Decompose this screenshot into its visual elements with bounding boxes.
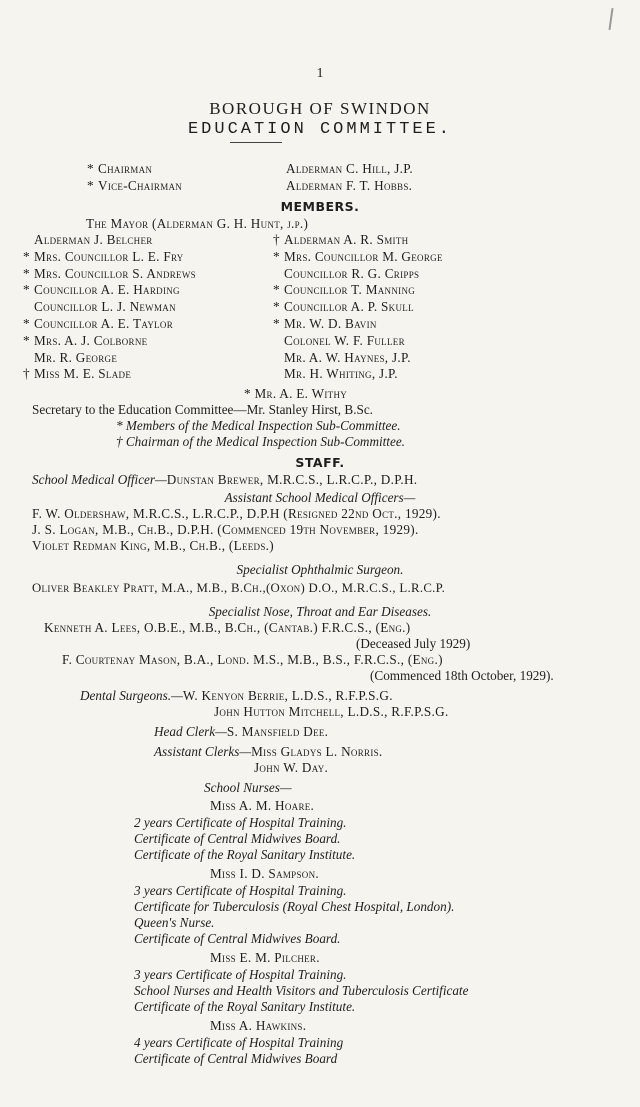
member-row — [273, 333, 405, 349]
ent-1-note: (Deceased July 1929) — [356, 636, 471, 651]
member-name: Councillor T. Manning — [284, 282, 416, 298]
member-name: Mrs. Councillor L. E. Fry — [34, 248, 184, 264]
corner-pencil-mark — [608, 8, 613, 30]
nurse-1-line: Certificate of Central Midwives Board. — [134, 831, 341, 846]
member-name: Councillor A. E. Taylor — [34, 316, 174, 331]
member-row — [23, 282, 180, 298]
member-row — [273, 232, 408, 248]
member-mark: * — [23, 316, 30, 331]
chairman-role: * Chairman — [87, 161, 153, 176]
ophth-name: Oliver Beakley Pratt, M.A., M.B., B.Ch.,(Oxon) D.O., M.R.C.S., L.R.C.P. — [32, 581, 446, 595]
member-row — [23, 350, 117, 366]
header-borough: BOROUGH OF SWINDON — [209, 99, 431, 118]
dental-2: John Hutton Mitchell, L.D.S., R.F.P.S.G. — [214, 704, 449, 719]
nurse-3-line: Certificate of the Royal Sanitary Institute. — [134, 999, 356, 1014]
member-mark: * — [23, 332, 30, 348]
smo-line — [32, 472, 417, 488]
member-name: Councillor A. E. Harding — [34, 282, 180, 298]
member-mark: * — [273, 248, 280, 264]
member-name: Mrs. A. J. Colborne — [34, 332, 148, 348]
member-name: Alderman A. R. Smith — [284, 232, 409, 247]
member-row — [23, 333, 147, 349]
head-clerk-title: Head Clerk— — [154, 724, 227, 739]
member-mark: † — [23, 366, 30, 382]
note-chairman: † Chairman of the Medical Inspection Sub-Committee. — [116, 434, 405, 449]
member-name: Miss M. E. Slade — [34, 366, 132, 382]
secretary-line: Secretary to the Education Committee—Mr. Stanley Hirst, B.Sc. — [32, 402, 373, 417]
member-row — [23, 299, 176, 315]
member-mark: * — [23, 248, 30, 264]
member-row — [23, 316, 173, 332]
nurse-4-line: Certificate of Central Midwives Board — [134, 1051, 338, 1066]
asst-clerk-1: Miss Gladys L. Norris. — [251, 744, 383, 759]
header-committee: EDUCATION COMMITTEE. — [187, 120, 453, 139]
nurse-2-line: 3 years Certificate of Hospital Training. — [134, 883, 347, 898]
member-row — [23, 232, 153, 248]
nurse-2-line: Certificate of Central Midwives Board. — [134, 931, 341, 946]
smo-name: Dunstan Brewer, M.R.C.S., L.R.C.P., D.P.H. — [166, 472, 418, 487]
nurse-1-line: 2 years Certificate of Hospital Training. — [134, 815, 347, 830]
nurse-4-name: Miss A. Hawkins. — [210, 1018, 307, 1033]
nurse-2-line: Queen's Nurse. — [134, 915, 215, 930]
member-row — [273, 266, 419, 282]
member-row — [23, 266, 196, 282]
member-name: Mr. W. D. Bavin — [284, 316, 377, 331]
note-members: * Members of the Medical Inspection Sub-Committee. — [116, 418, 401, 433]
member-row — [273, 249, 443, 265]
nurses-heading: School Nurses— — [204, 780, 292, 795]
member-name: Mr. R. George — [34, 349, 118, 365]
header-underline — [230, 142, 282, 143]
member-name: Councillor R. G. Cripps — [284, 265, 420, 281]
ent-1: Kenneth A. Lees, O.B.E., M.B., B.Ch., (Cantab.) F.R.C.S., (Eng.) — [44, 620, 411, 635]
smo-title: School Medical Officer— — [32, 472, 167, 487]
nurse-3-line: 3 years Certificate of Hospital Training. — [134, 967, 347, 982]
member-name: Councillor A. P. Skull — [284, 299, 414, 315]
nurse-1-line: Certificate of the Royal Sanitary Institute. — [134, 847, 356, 862]
mayor-line: The Mayor (Alderman G. H. Hunt, j.p.) — [86, 216, 309, 231]
member-name: Councillor L. J. Newman — [34, 299, 176, 315]
asmo-2: J. S. Logan, M.B., Ch.B., D.P.H. (Commenced 19th November, 1929). — [32, 522, 419, 537]
member-mark: * — [273, 316, 280, 331]
member-row — [273, 282, 415, 298]
member-row — [273, 350, 411, 366]
member-mark: * — [273, 299, 280, 315]
head-clerk-line — [154, 724, 328, 740]
asmo-heading: Assistant School Medical Officers— — [224, 490, 416, 505]
ent-heading: Specialist Nose, Throat and Ear Diseases. — [208, 604, 432, 619]
member-name: Colonel W. F. Fuller — [284, 332, 405, 348]
asmo-3: Violet Redman King, M.B., Ch.B., (Leeds.) — [32, 538, 274, 553]
asst-clerks-line — [154, 744, 383, 760]
nurse-3-name: Miss E. M. Pilcher. — [210, 950, 320, 965]
asmo-1: F. W. Oldershaw, M.R.C.S., L.R.C.P., D.P.H (Resigned 22nd Oct., 1929). — [32, 506, 441, 521]
head-clerk-name: S. Mansfield Dee. — [226, 724, 329, 739]
members-heading: MEMBERS. — [280, 199, 360, 214]
member-row — [23, 366, 131, 382]
nurse-2-name: Miss I. D. Sampson. — [210, 866, 319, 881]
chairman-name: Alderman C. Hill, J.P. — [286, 161, 414, 176]
ophth-heading: Specialist Ophthalmic Surgeon. — [236, 562, 404, 577]
member-mark: † — [273, 232, 280, 247]
member-row — [273, 316, 377, 332]
member-row — [23, 249, 184, 265]
asst-clerk-2: John W. Day. — [254, 760, 329, 775]
member-name: Mr. A. W. Haynes, J.P. — [284, 349, 411, 365]
nurse-3-line: School Nurses and Health Visitors and Tuberculosis Certificate — [134, 983, 469, 998]
member-mark: * — [23, 282, 30, 298]
member-mark: * — [273, 282, 280, 298]
member-row — [273, 366, 398, 382]
nurse-4-line: 4 years Certificate of Hospital Training — [134, 1035, 344, 1050]
ent-2-note: (Commenced 18th October, 1929). — [370, 668, 554, 683]
vice-chairman-role: * Vice-Chairman — [87, 178, 183, 193]
dental-line-1 — [80, 688, 393, 704]
dental-title: Dental Surgeons.— — [80, 688, 183, 703]
page-number: 1 — [316, 66, 324, 81]
dental-1: W. Kenyon Berrie, L.D.S., R.F.P.S.G. — [182, 688, 393, 703]
member-name: Alderman J. Belcher — [34, 232, 153, 247]
staff-heading: STAFF. — [295, 455, 345, 470]
ent-2: F. Courtenay Mason, B.A., Lond. M.S., M.B., B.S., F.R.C.S., (Eng.) — [62, 652, 443, 667]
vice-chairman-name: Alderman F. T. Hobbs. — [286, 178, 413, 193]
asst-clerks-title: Assistant Clerks— — [154, 744, 252, 759]
nurse-2-line: Certificate for Tuberculosis (Royal Chest Hospital, London). — [134, 899, 455, 914]
member-row — [273, 299, 414, 315]
member-mark: * — [23, 265, 30, 281]
last-member: * Mr. A. E. Withy — [244, 386, 348, 401]
member-name: Mrs. Councillor M. George — [284, 248, 443, 264]
nurse-1-name: Miss A. M. Hoare. — [210, 798, 315, 813]
member-name: Mrs. Councillor S. Andrews — [34, 265, 196, 281]
member-name: Mr. H. Whiting, J.P. — [284, 366, 398, 382]
